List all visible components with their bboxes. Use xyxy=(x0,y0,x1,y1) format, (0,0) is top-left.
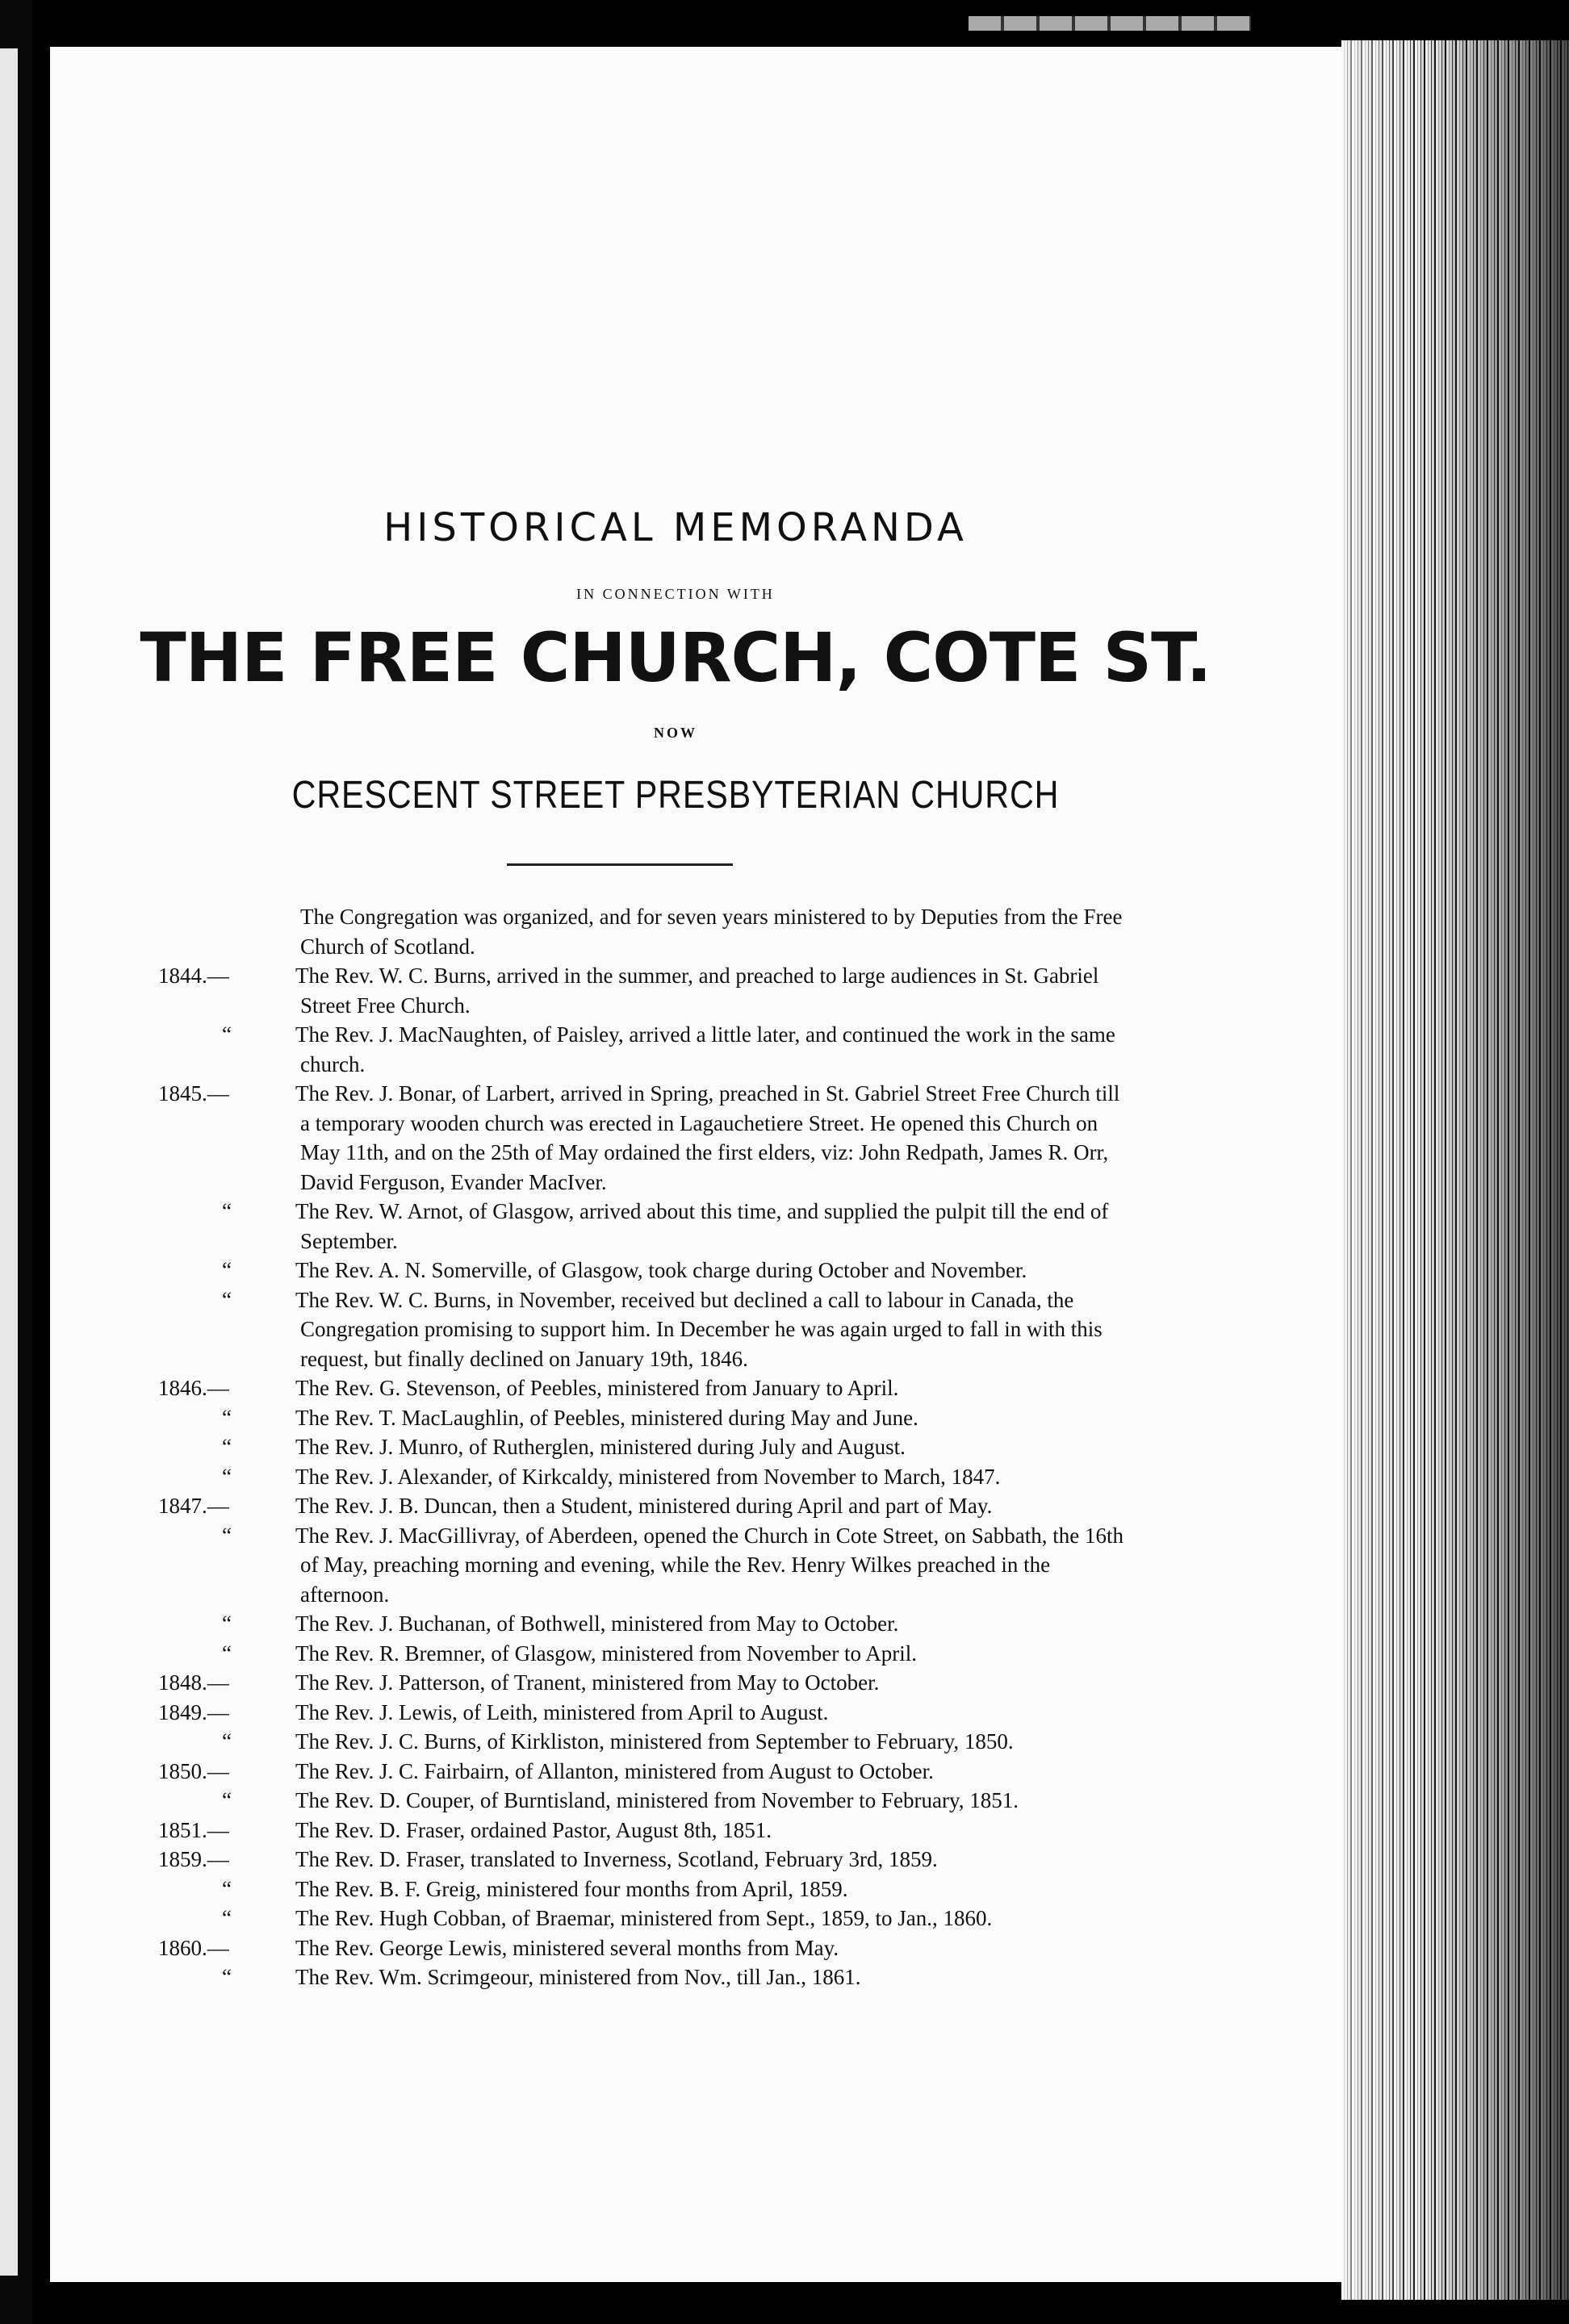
entry-year-prefix: “ xyxy=(222,1405,232,1430)
entry-text: The Rev. J. Bonar, of Larbert, arrived in Spring, preached in St. Gabriel Street Free Church till a temporary wooden church was erected in Lagauchetiere Street. He opened this Church on May 11th, and on the 25th of May ordained the first elders, viz: John Redpath, James R. Orr, David Ferguson, Evander MacIver. xyxy=(295,1081,1120,1194)
scan-top-edge xyxy=(969,16,1251,31)
memoranda-entry xyxy=(163,1727,1132,1757)
memoranda-entry xyxy=(158,1816,1132,1845)
entry-text: The Rev. W. C. Burns, arrived in the summer, and preached to large audiences in St. Gabriel Street Free Church. xyxy=(295,963,1099,1018)
memoranda-entry xyxy=(163,1285,1132,1374)
entry-text: The Rev. J. MacNaughten, of Paisley, arrived a little later, and continued the work in the same church. xyxy=(295,1022,1115,1076)
memoranda-entry xyxy=(158,1845,1132,1875)
memoranda-entry xyxy=(163,1521,1132,1610)
entry-text: The Rev. J. Alexander, of Kirkcaldy, ministered from November to March, 1847. xyxy=(295,1464,1001,1489)
memoranda-entry xyxy=(158,1373,1132,1403)
memoranda-list xyxy=(158,902,1132,1992)
entry-year-prefix: “ xyxy=(222,1906,232,1930)
entry-text: The Rev. D. Fraser, translated to Inverness, Scotland, February 3rd, 1859. xyxy=(295,1847,938,1871)
entry-text: The Rev. R. Bremner, of Glasgow, ministered from November to April. xyxy=(295,1641,918,1666)
memoranda-entry xyxy=(163,1462,1132,1492)
entry-text: The Rev. D. Couper, of Burntisland, ministered from November to February, 1851. xyxy=(295,1788,1019,1812)
memoranda-entry xyxy=(158,1668,1132,1698)
book-page xyxy=(50,47,1341,2282)
entry-text: The Rev. J. C. Fairbairn, of Allanton, ministered from August to October. xyxy=(295,1758,934,1783)
entry-text: The Rev. G. Stevenson, of Peebles, ministered from January to April. xyxy=(295,1376,899,1400)
entry-year-prefix: 1847.— xyxy=(158,1494,229,1518)
entry-year-prefix: 1859.— xyxy=(158,1847,229,1871)
entry-year-prefix: 1848.— xyxy=(158,1670,229,1695)
entry-year-prefix: “ xyxy=(222,1876,232,1901)
entry-text: The Rev. J. Munro, of Rutherglen, ministered during July and August. xyxy=(295,1435,906,1459)
intro-paragraph: The Congregation was organized, and for seven years ministered to by Deputies from the Free Church of Scotland. xyxy=(300,905,1123,959)
entry-text: The Rev. J. MacGillivray, of Aberdeen, opened the Church in Cote Street, on Sabbath, the 16th of May, preaching morning and evening, while the Rev. Henry Wilkes preached in the afternoon. xyxy=(295,1523,1123,1607)
heading-crescent-street: CRESCENT STREET PRESBYTERIAN CHURCH xyxy=(291,774,1060,817)
entry-year-prefix: 1860.— xyxy=(158,1935,229,1960)
memoranda-entry xyxy=(163,1609,1132,1639)
heading-now: NOW xyxy=(654,725,697,741)
entry-list xyxy=(158,961,1132,1992)
entry-text: The Rev. J. Buchanan, of Bothwell, ministered from May to October. xyxy=(295,1611,899,1636)
page-stack-shadow xyxy=(1341,40,1569,2300)
entry-year-prefix: 1851.— xyxy=(158,1817,229,1842)
entry-text: The Rev. A. N. Somerville, of Glasgow, took charge during October and November. xyxy=(295,1258,1027,1282)
memoranda-entry xyxy=(158,1757,1132,1787)
memoranda-entry xyxy=(163,1403,1132,1433)
heading-free-church: THE FREE CHURCH, COTE ST. xyxy=(140,618,1211,697)
memoranda-entry xyxy=(158,1933,1132,1963)
entry-year-prefix: 1846.— xyxy=(158,1376,229,1400)
entry-year-prefix: “ xyxy=(222,1287,232,1312)
entry-text: The Rev. J. C. Burns, of Kirkliston, ministered from September to February, 1850. xyxy=(295,1729,1014,1753)
entry-text: The Rev. W. C. Burns, in November, received but declined a call to labour in Canada, the Congregation promising to support him. In December he was again urged to fall in with this request, but finally declined on January 19th, 1846. xyxy=(295,1287,1102,1371)
adjacent-page-edge xyxy=(0,48,18,2276)
memoranda-entry xyxy=(163,1256,1132,1285)
entry-year-prefix: “ xyxy=(222,1435,232,1459)
memoranda-entry xyxy=(163,1904,1132,1933)
entry-year-prefix: “ xyxy=(222,1523,232,1548)
memoranda-entry xyxy=(163,1639,1132,1669)
memoranda-entry xyxy=(163,1197,1132,1256)
entry-text: The Rev. George Lewis, ministered several months from May. xyxy=(295,1935,839,1960)
entry-text: The Rev. T. MacLaughlin, of Peebles, ministered during May and June. xyxy=(295,1405,918,1430)
entry-year-prefix: “ xyxy=(222,1022,232,1047)
entry-text: The Rev. Wm. Scrimgeour, ministered from Nov., till Jan., 1861. xyxy=(295,1965,861,1989)
memoranda-entry xyxy=(158,1698,1132,1728)
entry-text: The Rev. B. F. Greig, ministered four months from April, 1859. xyxy=(295,1876,848,1901)
memoranda-entry xyxy=(158,1079,1132,1197)
entry-year-prefix: “ xyxy=(222,1965,232,1989)
entry-year-prefix: “ xyxy=(222,1258,232,1282)
entry-text: The Rev. J. B. Duncan, then a Student, ministered during April and part of May. xyxy=(295,1494,993,1518)
memoranda-entry xyxy=(163,1786,1132,1816)
memoranda-entry xyxy=(163,1962,1132,1992)
memoranda-entry xyxy=(163,1875,1132,1904)
entry-text: The Rev. W. Arnot, of Glasgow, arrived about this time, and supplied the pulpit till the end of September. xyxy=(295,1199,1109,1253)
entry-year-prefix: “ xyxy=(222,1641,232,1666)
divider-rule xyxy=(507,863,733,866)
heading-in-connection-with: IN CONNECTION WITH xyxy=(576,586,775,602)
memoranda-entry xyxy=(163,1432,1132,1462)
entry-year-prefix: 1845.— xyxy=(158,1081,229,1106)
memoranda-entry xyxy=(158,1491,1132,1521)
page-content xyxy=(50,47,1341,2282)
entry-year-prefix: 1844.— xyxy=(158,963,229,988)
entry-year-prefix: “ xyxy=(222,1464,232,1489)
heading-historical-memoranda: HISTORICAL MEMORANDA xyxy=(383,505,968,550)
entry-year-prefix: “ xyxy=(222,1729,232,1753)
entry-year-prefix: 1850.— xyxy=(158,1758,229,1783)
entry-year-prefix: 1849.— xyxy=(158,1699,229,1724)
memoranda-entry xyxy=(163,1020,1132,1079)
entry-year-prefix: “ xyxy=(222,1199,232,1223)
entry-text: The Rev. J. Lewis, of Leith, ministered from April to August. xyxy=(295,1699,829,1724)
entry-year-prefix: “ xyxy=(222,1611,232,1636)
entry-text: The Rev. D. Fraser, ordained Pastor, August 8th, 1851. xyxy=(295,1817,772,1842)
entry-text: The Rev. Hugh Cobban, of Braemar, ministered from Sept., 1859, to Jan., 1860. xyxy=(295,1906,993,1930)
entry-text: The Rev. J. Patterson, of Tranent, ministered from May to October. xyxy=(295,1670,880,1695)
entry-year-prefix: “ xyxy=(222,1788,232,1812)
memoranda-entry xyxy=(158,961,1132,1020)
